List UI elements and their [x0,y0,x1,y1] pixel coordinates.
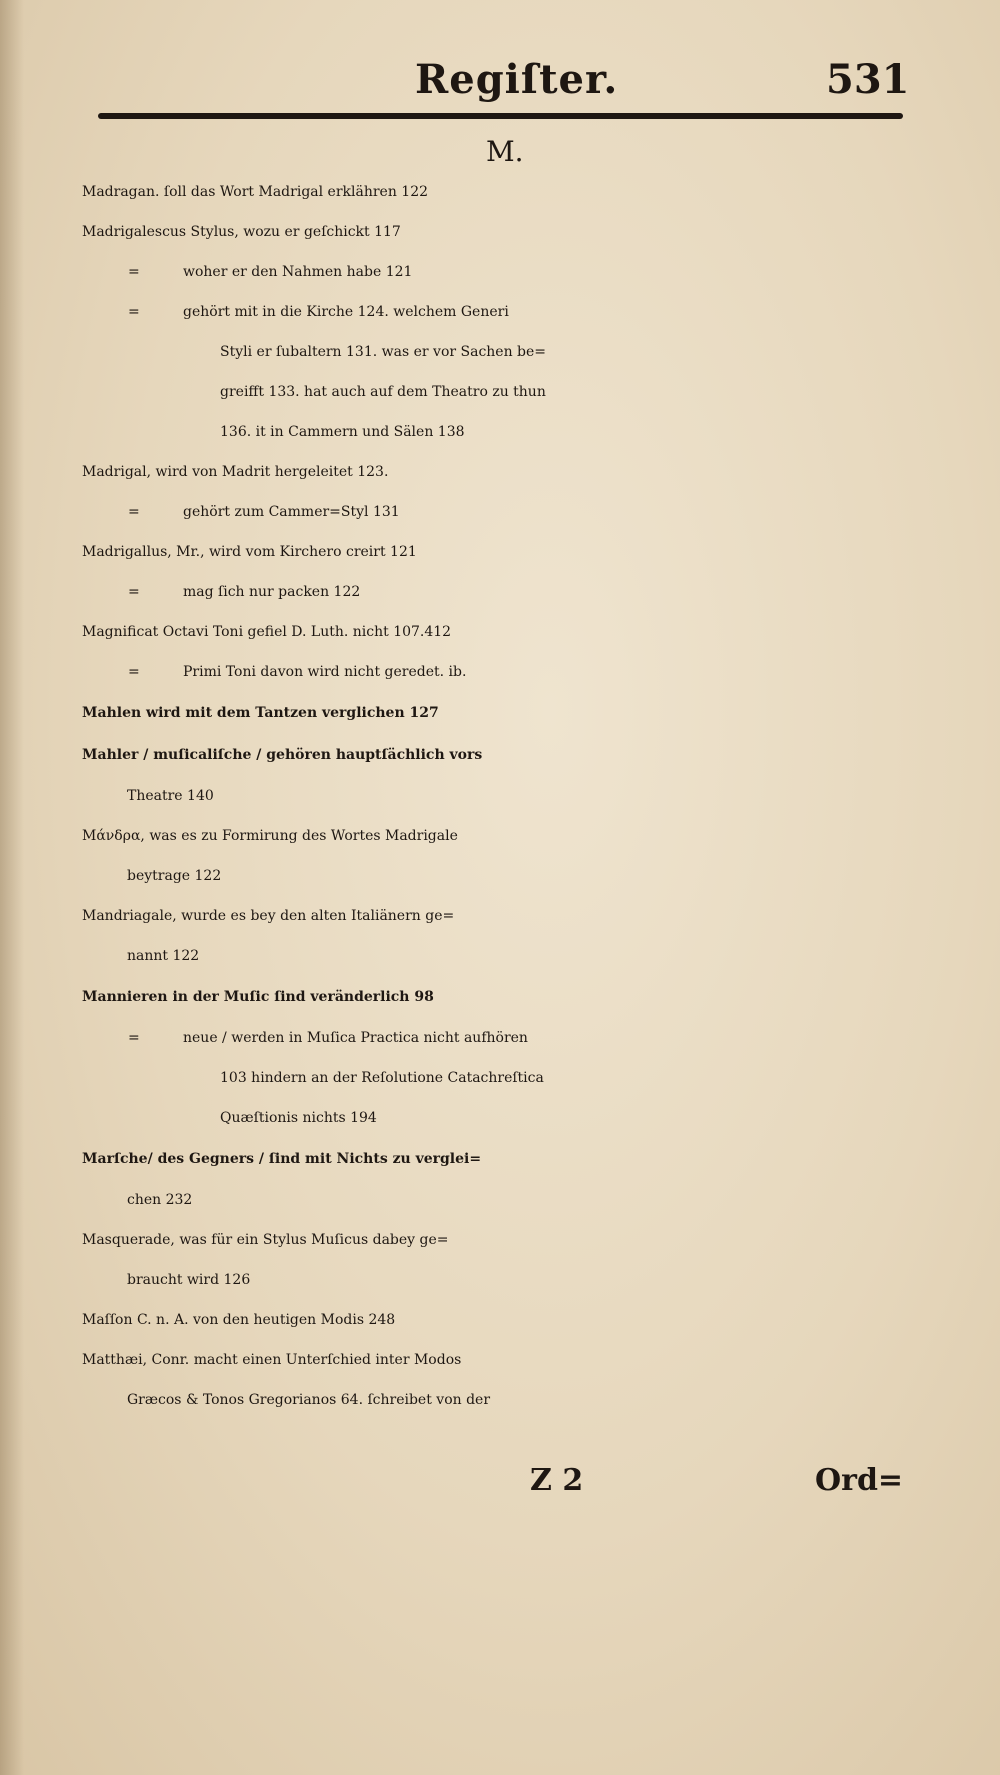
index-line: 103 hindern an der Reſolutione Catachreſtica [220,1070,544,1086]
index-line: Quæſtionis nichts 194 [220,1110,377,1126]
index-line: Græcos & Tonos Gregorianos 64. ſchreibet von der [127,1392,491,1408]
index-line: beytrage 122 [127,868,222,884]
index-line: nannt 122 [127,948,200,964]
index-line: braucht wird 126 [127,1272,251,1288]
index-line: Theatre 140 [127,788,214,804]
index-line: Masquerade, was für ein Stylus Muſicus dabey ge= [82,1232,449,1248]
signature-mark: Z 2 [530,1463,584,1498]
index-line: Mandriagale, wurde es bey den alten Italiänern ge= [82,908,455,924]
index-line: Mannieren in der Muſic ſind veränderlich 98 [82,989,434,1005]
page-footer [0,1463,1000,1513]
index-line: Madrigal, wird von Madrit hergeleitet 123. [82,464,389,480]
index-line: Marſche/ des Gegners / ſind mit Nichts zu verglei= [82,1151,482,1167]
index-line: chen 232 [127,1192,193,1208]
index-line: greifft 133. hat auch auf dem Theatro zu thun [220,384,546,400]
index-entries [0,172,1000,1420]
index-line: Magnificat Octavi Toni gefiel D. Luth. nicht 107.412 [82,624,452,640]
index-line: = woher er den Nahmen habe 121 [0,252,1000,292]
running-head-title: Regiſter. [415,56,619,103]
ditto-mark: = [128,584,140,600]
index-line: Madrigalescus Stylus, wozu er geſchickt 117 [82,224,401,240]
index-line: = gehört mit in die Kirche 124. welchem Generi [0,292,1000,332]
catchword: Ord= [815,1463,904,1498]
index-line: Μάνδρα, was es zu Formirung des Wortes Madrigale [82,828,458,844]
index-line: = mag ſich nur packen 122 [0,572,1000,612]
index-line: Mahler / muſicaliſche / gehören hauptſächlich vors [82,747,483,763]
ditto-mark: = [128,1030,140,1046]
section-letter: M. [486,135,524,168]
ditto-mark: = [128,504,140,520]
index-line: Styli er ſubaltern 131. was er vor Sachen be= [220,344,547,360]
index-line: = neue / werden in Muſica Practica nicht aufhören [0,1018,1000,1058]
running-head [0,48,1000,108]
index-line: = Primi Toni davon wird nicht geredet. ib. [0,652,1000,692]
index-line: = gehört zum Cammer=Styl 131 [0,492,1000,532]
index-line: 136. it in Cammern und Sälen 138 [220,424,465,440]
header-rule [98,113,903,119]
index-line: Madragan. ſoll das Wort Madrigal erklähren 122 [82,184,429,200]
index-line: Madrigallus, Mr., wird vom Kirchero creirt 121 [82,544,417,560]
index-line: Maſſon C. n. A. von den heutigen Modis 248 [82,1312,396,1328]
ditto-mark: = [128,304,140,320]
index-line: Matthæi, Conr. macht einen Unterſchied inter Modos [82,1352,462,1368]
index-line: Mahlen wird mit dem Tantzen verglichen 127 [82,705,439,721]
page-number: 531 [826,56,910,103]
ditto-mark: = [128,664,140,680]
ditto-mark: = [128,264,140,280]
